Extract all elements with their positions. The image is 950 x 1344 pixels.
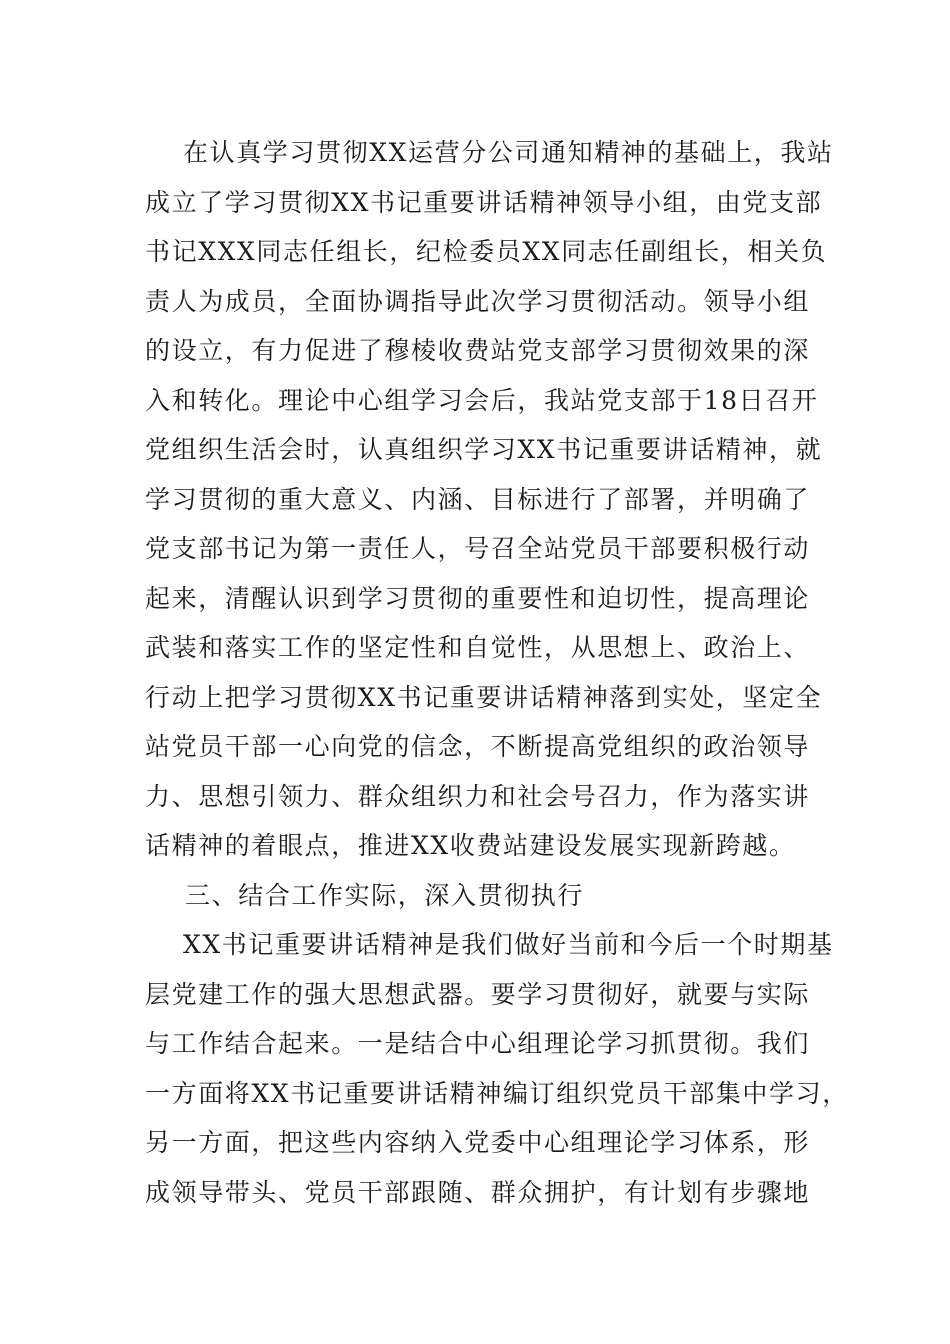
paragraph-1-line-15: 话精神的着眼点，推进XX收费站建设发展实现新跨越。 — [145, 831, 796, 860]
paragraph-1-line-6: 入和转化。理论中心组学习会后，我站党支部于18日召开 — [145, 385, 819, 415]
paragraph-1-line-1: 在认真学习贯彻XX运营分公司通知精神的基础上，我站 — [183, 138, 834, 167]
paragraph-1-line-4: 责人为成员，全面协调指导此次学习贯彻活动。领导小组 — [145, 286, 811, 316]
section-heading: 三、结合工作实际，深入贯彻执行 — [185, 880, 585, 910]
paragraph-1-line-10: 起来，清醒认识到学习贯彻的重要性和迫切性，提高理论 — [145, 583, 811, 613]
paragraph-1-line-14: 力、思想引领力、群众组织力和社会号召力，作为落实讲 — [145, 781, 811, 811]
paragraph-1-line-8: 学习贯彻的重大意义、内涵、目标进行了部署，并明确了 — [145, 484, 811, 514]
paragraph-1-line-13: 站党员干部一心向党的信念，不断提高党组织的政治领导 — [145, 732, 811, 761]
paragraph-1-line-7: 党组织生活会时，认真组织学习XX书记重要讲话精神，就 — [145, 435, 823, 464]
paragraph-2-line-1: XX书记重要讲话精神是我们做好当前和今后一个时期基 — [183, 930, 834, 959]
paragraph-1-line-9: 党支部书记为第一责任人，号召全站党员干部要积极行动 — [145, 534, 811, 563]
paragraph-2-line-6: 成领导带头、党员干部跟随、群众拥护，有计划有步骤地 — [145, 1177, 811, 1207]
paragraph-1-line-11: 武装和落实工作的坚定性和自觉性，从思想上、政治上、 — [145, 633, 811, 662]
paragraph-2-line-4: 一方面将XX书记重要讲话精神编订组织党员干部集中学习， — [145, 1078, 849, 1108]
document-body — [145, 128, 849, 1217]
paragraph-1-line-3: 书记XXX同志任组长，纪检委员XX同志任副组长，相关负 — [145, 237, 828, 266]
paragraph-1-line-5: 的设立，有力促进了穆棱收费站党支部学习贯彻效果的深 — [145, 336, 811, 365]
paragraph-1-line-12: 行动上把学习贯彻XX书记重要讲话精神落到实处，坚定全 — [145, 682, 823, 712]
paragraph-1-line-2: 成立了学习贯彻XX书记重要讲话精神领导小组，由党支部 — [145, 187, 823, 217]
paragraph-2-line-2: 层党建工作的强大思想武器。要学习贯彻好，就要与实际 — [145, 979, 811, 1009]
paragraph-2-line-5: 另一方面，把这些内容纳入党委中心组理论学习体系，形 — [145, 1128, 811, 1157]
paragraph-2-line-3: 与工作结合起来。一是结合中心组理论学习抓贯彻。我们 — [145, 1029, 811, 1058]
